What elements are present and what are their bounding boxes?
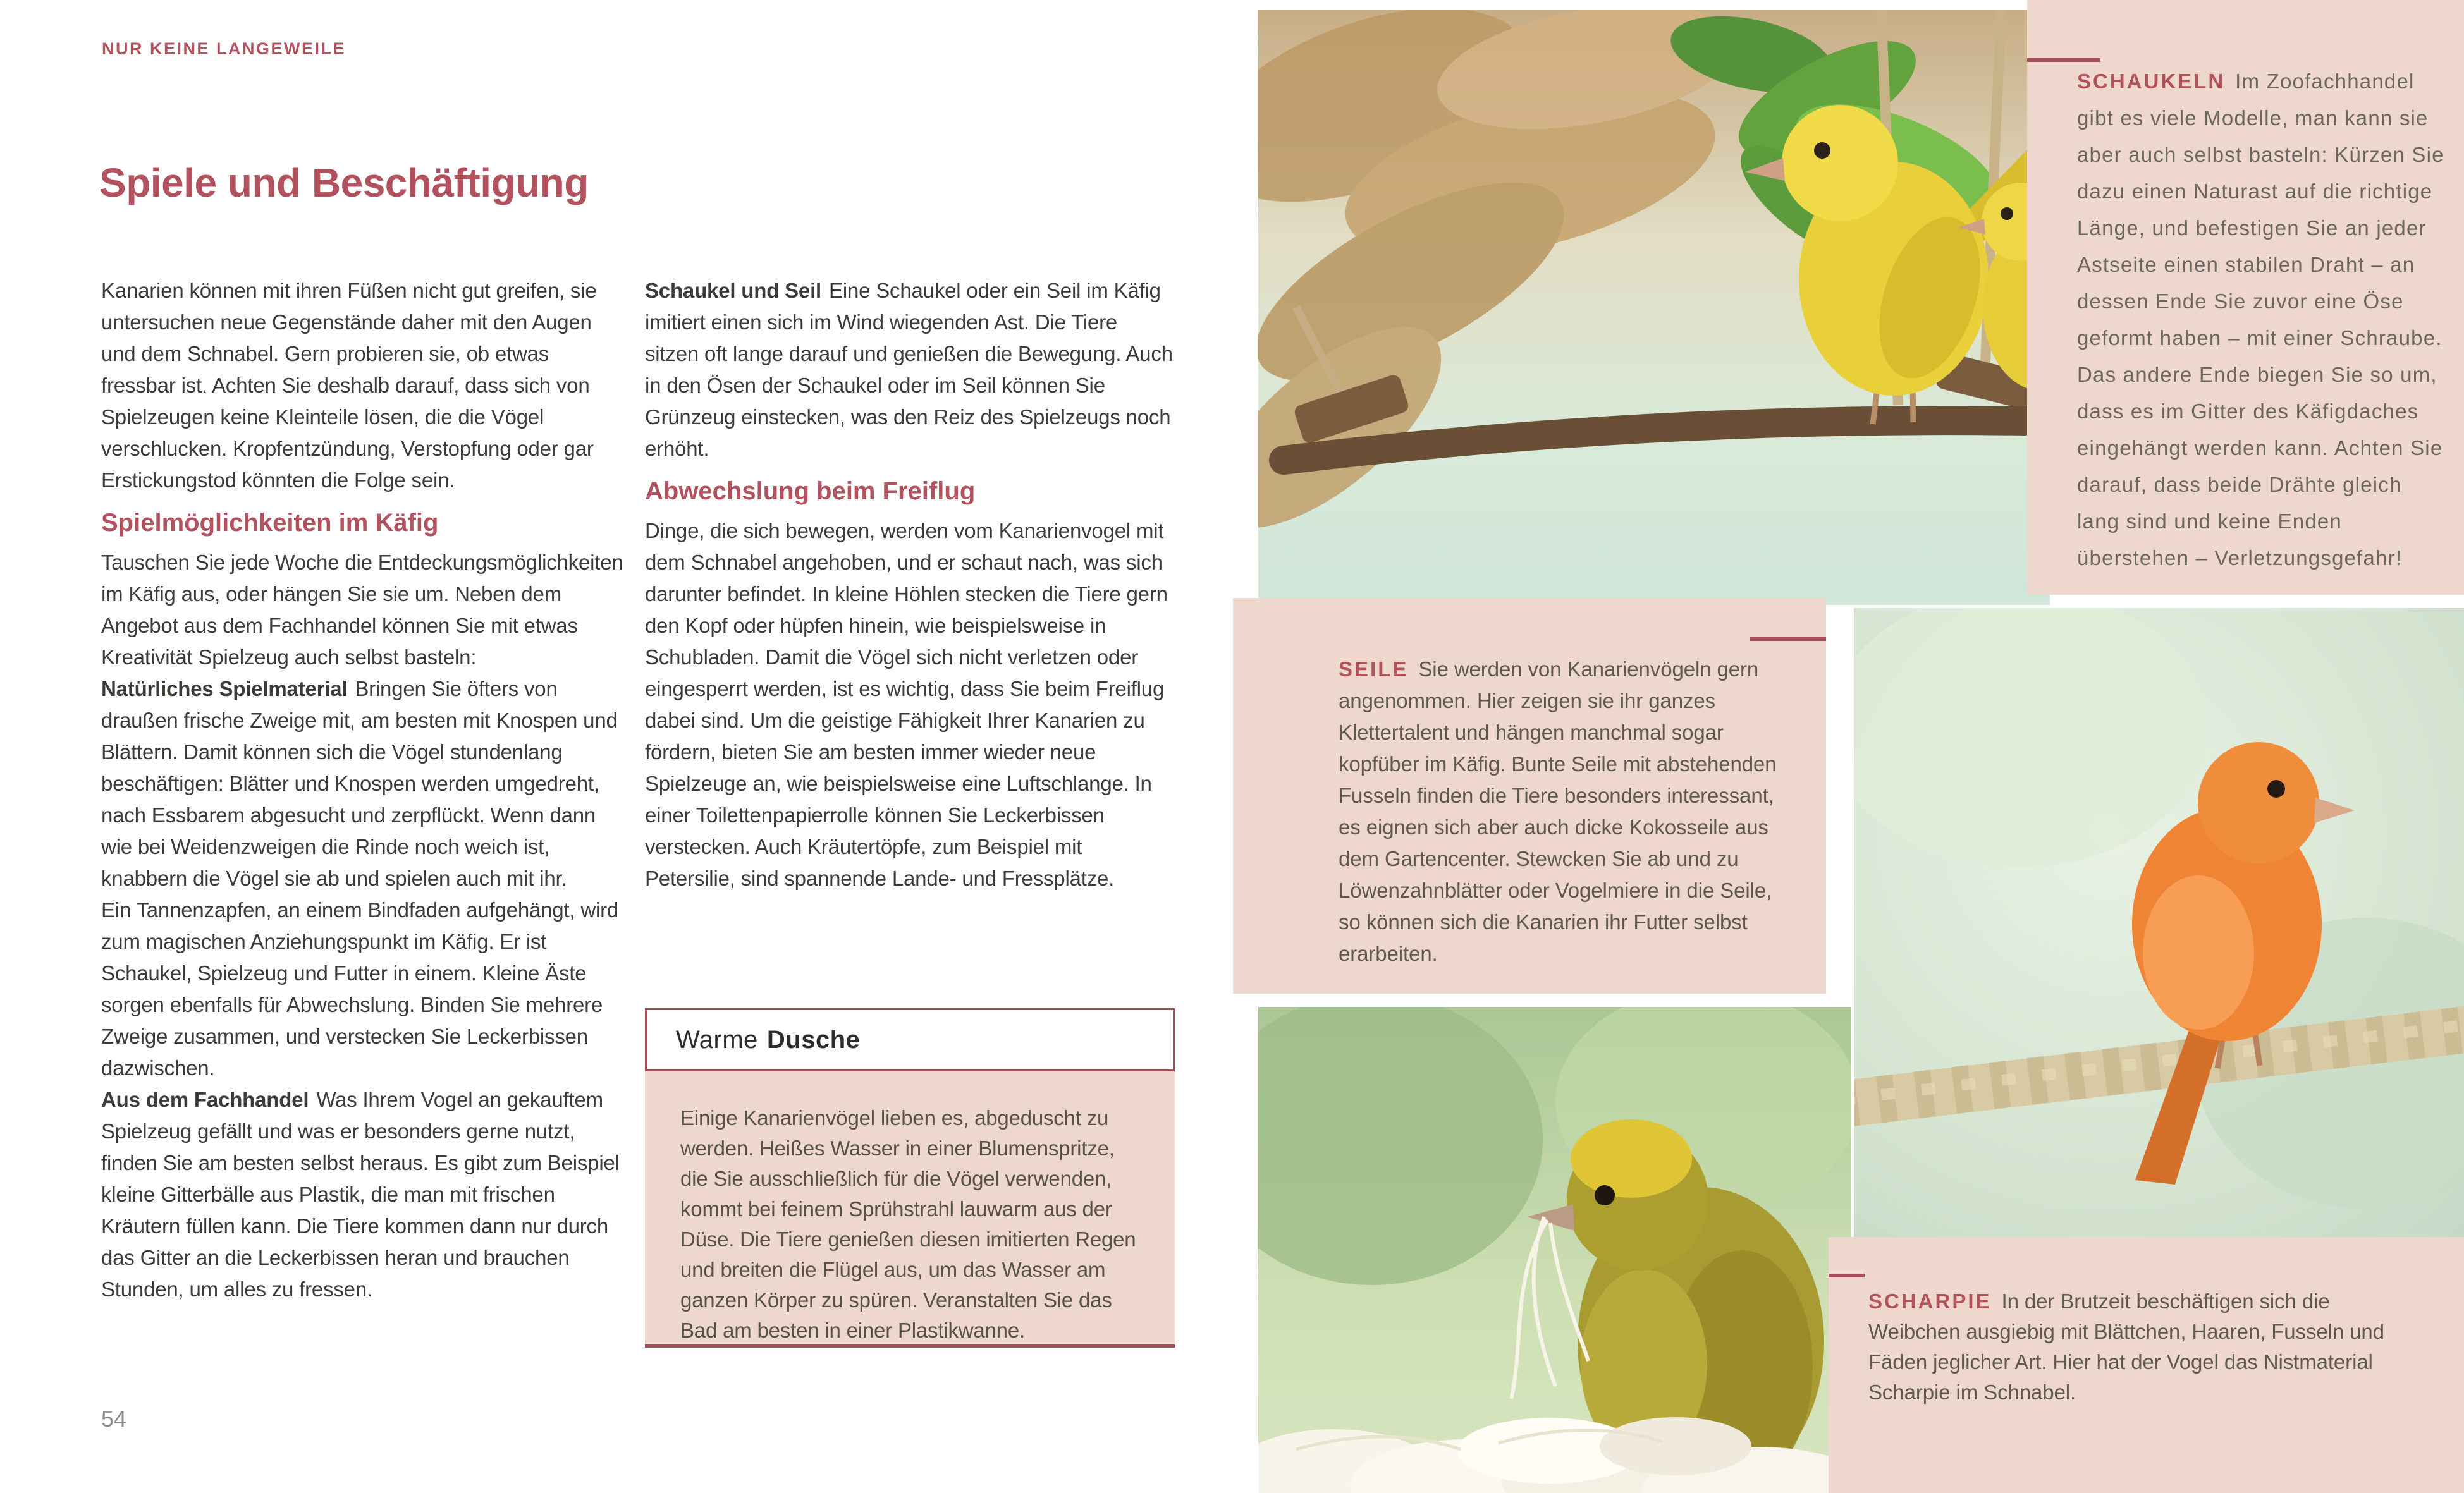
canary-eye: [1595, 1185, 1615, 1205]
nest-photo-illustration: [1258, 1007, 1851, 1493]
caption-schaukeln: [2077, 63, 2448, 576]
paragraph-fachhandel: [101, 1084, 626, 1305]
subheading-spielmoeglichkeiten: Spielmöglichkeiten im Käfig: [101, 509, 439, 537]
paragraph-tauschen: Tauschen Sie jede Woche die Entdeckungsmöglichkeiten im Käfig aus, oder hängen Sie sie um. Neben dem Angebot aus dem Fachhandel können Sie mit etwas Kreativität Spielzeug auch selbst basteln:: [101, 551, 623, 669]
decorative-rule: [2027, 58, 2100, 62]
photo-canary-with-nesting-material: [1258, 1007, 1851, 1493]
caption-box-seile: [1233, 598, 1826, 994]
caption-text: In der Brutzeit beschäftigen sich die Weibchen ausgiebig mit Blättchen, Haaren, Fusseln und Fäden jeglicher Art. Hier hat der Vogel das Nistmaterial Scharpie im Schnabel.: [1868, 1289, 2384, 1404]
infobox-title-bold: Dusche: [766, 1025, 861, 1054]
canary-eye: [1814, 142, 1830, 159]
caption-scharpie: [1868, 1286, 2425, 1408]
caption-label-scharpie: SCHARPIE: [1868, 1289, 1992, 1313]
caption-label-seile: SEILE: [1339, 657, 1409, 681]
run-in-heading-natuerliches: Natürliches Spielmaterial: [101, 677, 348, 700]
kicker: NUR KEINE LANGEWEILE: [102, 39, 346, 58]
run-in-heading-fachhandel: Aus dem Fachhandel: [101, 1088, 309, 1111]
paragraph-natuerliches-spielmaterial: [101, 673, 626, 894]
canary-head: [1782, 105, 1898, 221]
canary-crown: [1571, 1119, 1692, 1198]
paragraph-freiflug: Dinge, die sich bewegen, werden vom Kanarienvogel mit dem Schnabel angehoben, und er schaut nach, was sich darunter befindet. In kleine Höhlen stecken die Tiere gern den Kopf oder hüpfen hinein, wie beispielsweise in Schubladen. Damit die Vögel sich nicht verletzen oder eingesperrt werden, ist es wichtig, dass Sie beim Freiflug dabei sind. Um die geistige Fähigkeit Ihrer Kanarien zu fördern, bieten Sie am besten immer wieder neue Spielzeuge an, wie beispielsweise eine Luftschlange. In einer Toilettenpapierrolle können Sie Leckerbissen verstecken. Auch Kräutertöpfe, zum Beispiel mit Petersilie, sind spannende Lande- und Fressplätze.: [645, 519, 1168, 890]
paragraph-text: Bringen Sie öfters von draußen frische Zweige mit, am besten mit Knospen und Blättern. Damit können sich die Vögel stundenlang beschäftigen: Blätter und Knospen werden umgedreht, nach Essbarem abgesucht und zerpflückt. Wenn dann wie bei Weidenzweigen die Rinde noch weich ist, knabbern die Vögel sie ab und spielen auch mit ihr.: [101, 677, 618, 890]
canary-eye: [2267, 780, 2285, 798]
caption-box-schaukeln: [2027, 0, 2464, 595]
paragraph-text: Was Ihrem Vogel an gekauftem Spielzeug gefällt und was er besonders gerne nutzt, finden Sie am besten selbst heraus. Es gibt zum Beispiel kleine Gitterbälle aus Plastik, die man mit frischen Kräutern füllen kann. Die Tiere kommen dann nur durch das Gitter an die Leckerbissen heran und brauchen Stunden, um alles zu fressen.: [101, 1088, 620, 1301]
canary-breast: [2143, 875, 2254, 1030]
caption-box-scharpie: [1829, 1237, 2464, 1493]
caption-text: Im Zoofachhandel gibt es viele Modelle, man kann sie aber auch selbst basteln: Kürzen Sie dazu einen Naturast auf die richtige Länge, und befestigen Sie an jeder Astseite einen stabilen Draht – an dessen Ende Sie zuvor eine Öse geformt haben – mit einer Schraube. Das andere Ende biegen Sie so um, dass es im Gitter des Käfigdaches eingehängt werden kann. Achten Sie darauf, dass beide Drähte gleich lang sind und keine Enden überstehen – Verletzungsgefahr!: [2077, 70, 2444, 570]
swing-photo-illustration: [1258, 10, 2050, 605]
decorative-rule: [1829, 1274, 1865, 1277]
photo-orange-canary-on-rope: [1854, 608, 2464, 1244]
page-number: 54: [101, 1406, 127, 1432]
subheading-abwechslung-freiflug: Abwechslung beim Freiflug: [645, 477, 976, 505]
decorative-rule: [1750, 637, 1826, 641]
infobox-title-regular: Warme: [676, 1025, 758, 1054]
page-title: Spiele und Beschäftigung: [99, 160, 589, 205]
intro-paragraph: Kanarien können mit ihren Füßen nicht gut greifen, sie untersuchen neue Gegenstände daher mit den Augen und dem Schnabel. Gern probieren sie, ob etwas fressbar ist. Achten Sie deshalb darauf, dass sich von Spielzeugen keine Kleinteile lösen, die die Vögel verschlucken. Kropfentzündung, Verstopfung oder gar Erstickungstod könnten die Folge sein.: [101, 279, 597, 492]
caption-text: Sie werden von Kanarienvögeln gern angenommen. Hier zeigen sie ihr ganzes Klettertalent und hängen manchmal sogar kopfüber im Käfig. Bunte Seile mit abstehenden Fusseln finden die Tiere besonders interessant, es eignen sich aber auch dicke Kokosseile aus dem Gartencenter. Stewcken Sie ab und zu Löwenzahnblätter oder Vogelmiere in die Seile, so können sich die Kanarien ihr Futter selbst erarbeiten.: [1339, 657, 1777, 965]
caption-seile: [1339, 654, 1791, 970]
paragraph-schaukel-und-seil: [645, 275, 1175, 465]
canary-head: [2198, 742, 2319, 863]
paragraph-text: Eine Schaukel oder ein Seil im Käfig imitiert einen sich im Wind wiegenden Ast. Die Tiere sitzen oft lange darauf und genießen die Bewegung. Auch in den Ösen der Schaukel oder im Seil können Sie Grünzeug einstecken, was den Reiz des Spielzeugs noch erhöht.: [645, 279, 1173, 460]
infobox-warme-dusche: [645, 1008, 1175, 1348]
run-in-heading-schaukel-und-seil: Schaukel und Seil: [645, 279, 822, 302]
rope-photo-illustration: [1854, 608, 2464, 1244]
paragraph-tannenzapfen: Ein Tannenzapfen, an einem Bindfaden aufgehängt, wird zum magischen Anziehungspunkt im Käfig. Er ist Schaukel, Spielzeug und Futter in einem. Kleine Äste sorgen ebenfalls für Abwechslung. Binden Sie mehrere Zweige zusammen, und verstecken Sie Leckerbissen dazwischen.: [101, 898, 619, 1080]
infobox-body: Einige Kanarienvögel lieben es, abgeduscht zu werden. Heißes Wasser in einer Blumenspritze, die Sie ausschließlich für die Vögel verwenden, kommt bei feinem Sprühstrahl lauwarm aus der Düse. Die Tiere genießen diesen imitierten Regen und breiten die Flügel aus, um das Wasser am ganzen Körper zu spüren. Veranstalten Sie das Bad am besten in einer Plastikwanne.: [645, 1071, 1175, 1348]
text-column-middle: [645, 275, 1175, 1002]
infobox-header: [645, 1008, 1175, 1071]
photo-canaries-on-wooden-swing: [1258, 10, 2050, 605]
caption-label-schaukeln: SCHAUKELN: [2077, 70, 2226, 93]
text-column-left: [101, 275, 626, 1350]
